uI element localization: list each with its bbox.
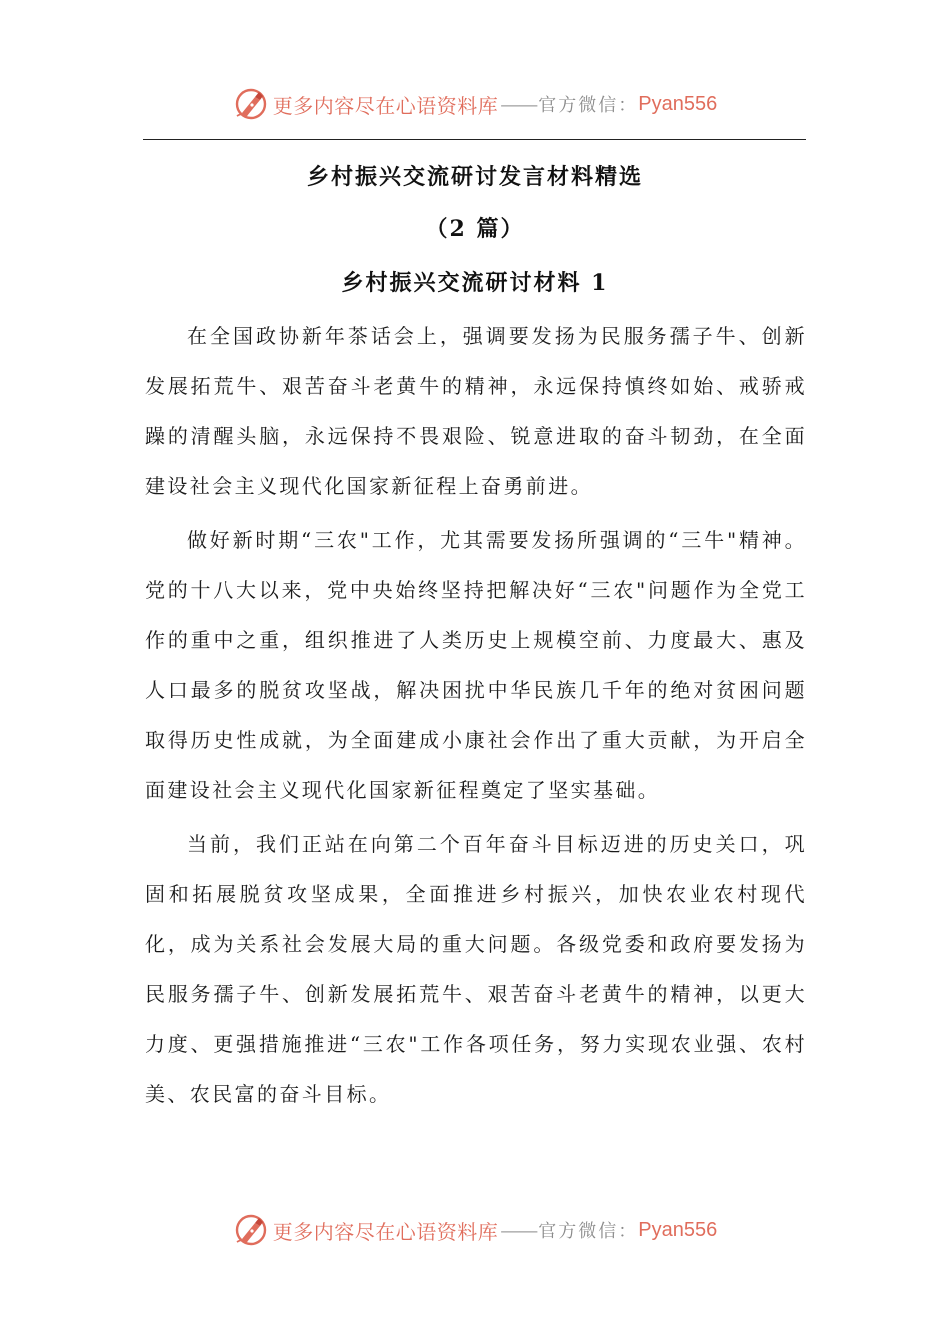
banner-dash: —— [500,1218,537,1242]
banner-slogan: 更多内容尽在心语资料库 [272,93,499,118]
pen-nib-logo-icon [233,86,269,122]
body-paragraph: 在全国政协新年茶话会上，强调要发扬为民服务孺子牛、创新发展拓荒牛、艰苦奋斗老黄牛的精神，永远保持慎终如始、戒骄戒躁的清醒头脑，永远保持不畏艰险、锐意进取的奋斗韧劲，在全面建设社会主义现代化国家新征程上奋勇前进。 [145,324,807,498]
body-paragraph: 做好新时期“三农"工作，尤其需要发扬所强调的“三牛"精神。党的十八大以来，党中央始终坚持把解决好“三农"问题作为全党工作的重中之重，组织推进了人类历史上规模空前、力度最大、惠及人口最多的脱贫攻坚战，解决困扰中华民族几千年的绝对贫困问题取得历史性成就，为全面建成小康社会作出了重大贡献，为开启全面建设社会主义现代化国家新征程奠定了坚实基础。 [145,528,807,802]
document-body [145,311,807,1123]
pen-nib-logo-icon [233,1212,269,1248]
body-paragraph: 当前，我们正站在向第二个百年奋斗目标迈进的历史关口，巩固和拓展脱贫攻坚成果，全面推进乡村振兴，加快农业农村现代化，成为关系社会发展大局的重大问题。各级党委和政府要发扬为民服务孺子牛、创新发展拓荒牛、艰苦奋斗老黄牛的精神，以更大力度、更强措施推进“三农"工作各项任务，努力实现农业强、农村美、农民富的奋斗目标。 [145,832,807,1106]
header-banner [0,82,950,126]
banner-wechat-id: Pyan556 [638,1218,718,1241]
header-divider [143,139,806,140]
section-title: 乡村振兴交流研讨材料 1 [341,270,609,296]
banner-wechat-label: 官方微信： [538,1221,639,1242]
banner-slogan: 更多内容尽在心语资料库 [272,1219,499,1244]
document-title: 乡村振兴交流研讨发言材料精选 [306,164,643,190]
footer-banner [0,1208,950,1252]
banner-dash: —— [500,92,537,116]
banner-wechat-label: 官方微信： [538,95,639,116]
banner-wechat-id: Pyan556 [638,92,718,115]
document-subtitle: （2 篇） [425,216,525,242]
